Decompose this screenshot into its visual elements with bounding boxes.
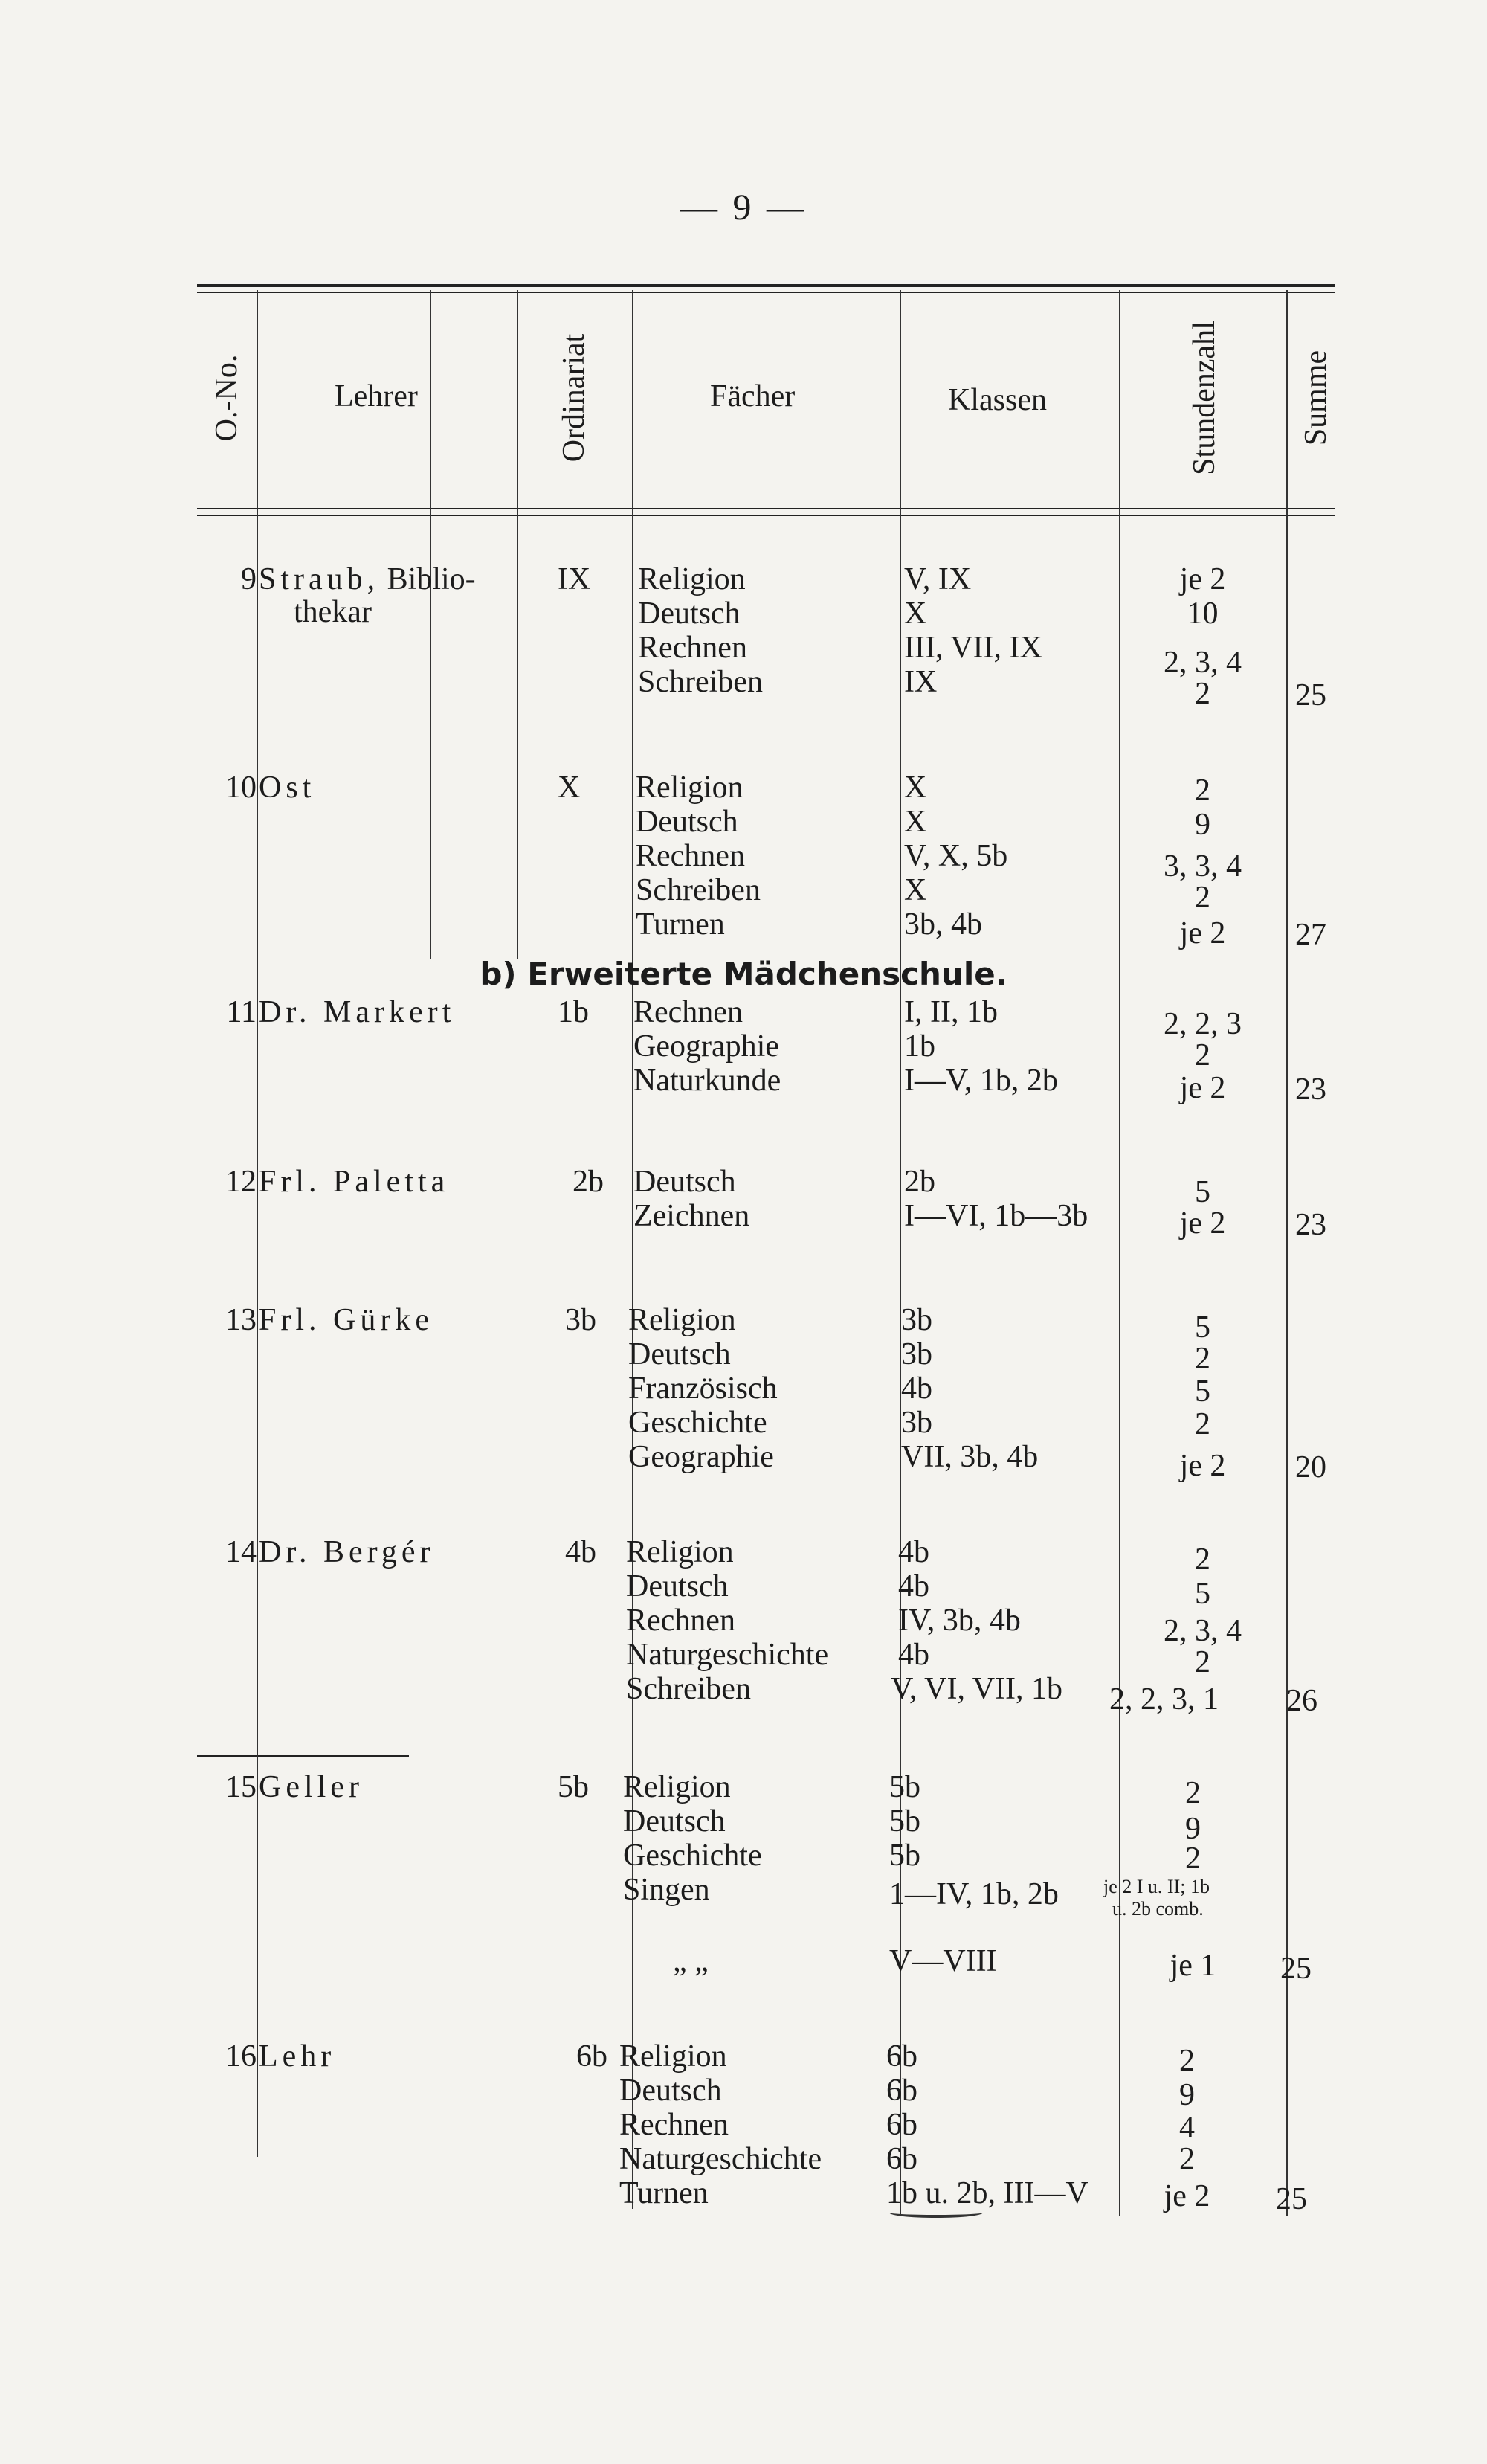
- subject: Naturkunde: [633, 1064, 781, 1098]
- ordinariat: 5b: [558, 1770, 589, 1804]
- col-divider-ord: [632, 290, 633, 2209]
- hours: je 2: [1179, 1206, 1226, 1241]
- teacher-number: 12: [225, 1165, 257, 1199]
- hours: 5: [1195, 1577, 1210, 1611]
- hours: je 1: [1170, 1949, 1216, 1983]
- col-divider-ord-a: [517, 290, 518, 959]
- hours: 2: [1179, 2142, 1195, 2176]
- hours: 10: [1187, 596, 1219, 631]
- teacher-number: 11: [226, 995, 257, 1029]
- classes: 1—IV, 1b, 2b: [889, 1877, 1059, 1911]
- hours: 2, 2, 3, 1: [1109, 1682, 1219, 1717]
- header-no: O.-No.: [210, 354, 244, 442]
- classes: 4b: [898, 1569, 929, 1603]
- subject: Turnen: [619, 2176, 709, 2210]
- teacher-number: 9: [241, 562, 257, 596]
- hours: 5: [1195, 1310, 1210, 1345]
- teacher-name: Geller: [259, 1770, 364, 1804]
- subject: Zeichnen: [633, 1199, 750, 1233]
- subject: Deutsch: [636, 805, 738, 839]
- subject: Religion: [636, 771, 744, 805]
- ordinariat: 3b: [565, 1303, 596, 1337]
- hours: 2: [1195, 1038, 1210, 1072]
- hours: 2, 2, 3: [1164, 1007, 1242, 1041]
- classes: I—V, 1b, 2b: [904, 1064, 1058, 1098]
- hours: 2: [1185, 1776, 1201, 1810]
- classes: V, IX: [904, 562, 972, 596]
- header-classes: Klassen: [948, 383, 1047, 417]
- classes: IV, 3b, 4b: [898, 1603, 1021, 1638]
- sum: 20: [1295, 1450, 1326, 1484]
- sum: 23: [1295, 1208, 1326, 1242]
- col-divider-no: [257, 290, 258, 2157]
- classes: X: [904, 805, 927, 839]
- sum: 26: [1286, 1684, 1317, 1718]
- teacher-number: 14: [225, 1535, 257, 1569]
- hours: 5: [1195, 1175, 1210, 1209]
- hours: 2, 3, 4: [1164, 646, 1242, 680]
- classes: 3b: [901, 1303, 932, 1337]
- hours: 2, 3, 4: [1164, 1614, 1242, 1648]
- subject: Religion: [638, 562, 746, 596]
- teacher-name: Straub,: [259, 562, 380, 596]
- top-rule-thin: [197, 292, 1335, 293]
- subject: Deutsch: [633, 1165, 736, 1199]
- teacher-name-extra: Biblio-: [387, 562, 476, 596]
- subject: „ „: [673, 1944, 709, 1978]
- header-teacher: Lehrer: [335, 379, 418, 414]
- classes: 3b: [901, 1406, 932, 1440]
- classes: X: [904, 771, 927, 805]
- hours: je 2: [1179, 916, 1226, 950]
- classes: V—VIII: [889, 1944, 997, 1978]
- hours: 9: [1179, 2078, 1195, 2112]
- classes: 3b, 4b: [904, 907, 982, 942]
- subject: Naturgeschichte: [626, 1638, 829, 1672]
- hours: 3, 3, 4: [1164, 849, 1242, 884]
- hours-note: je 2 I u. II; 1b: [1103, 1876, 1210, 1897]
- teacher-name: Frl. Paletta: [259, 1165, 450, 1199]
- subject: Naturgeschichte: [619, 2142, 822, 2176]
- subject: Rechnen: [626, 1603, 735, 1638]
- subject: Singen: [623, 1873, 710, 1907]
- section-rule: [197, 1755, 409, 1757]
- classes: 2b: [904, 1165, 935, 1199]
- col-divider-hours: [1286, 290, 1288, 2216]
- classes: 4b: [901, 1371, 932, 1406]
- classes: 5b: [889, 1804, 920, 1839]
- ordinariat: 1b: [558, 995, 589, 1029]
- classes: V, X, 5b: [904, 839, 1008, 873]
- subject: Schreiben: [626, 1672, 751, 1706]
- subject: Rechnen: [636, 839, 745, 873]
- teacher-number: 15: [225, 1770, 257, 1804]
- subject: Deutsch: [623, 1804, 726, 1839]
- hours: 2: [1185, 1841, 1201, 1876]
- sum: 25: [1276, 2182, 1307, 2216]
- teacher-name-line2: thekar: [294, 595, 372, 629]
- hours: je 2: [1179, 1449, 1226, 1483]
- sum: 25: [1295, 678, 1326, 712]
- hours: je 2: [1164, 2179, 1210, 2213]
- teacher-number: 13: [225, 1303, 257, 1337]
- teacher-number: 16: [225, 2039, 257, 2074]
- classes: III, VII, IX: [904, 631, 1042, 665]
- subject: Religion: [628, 1303, 736, 1337]
- top-rule: [197, 284, 1335, 287]
- classes: X: [904, 596, 927, 631]
- subject: Deutsch: [628, 1337, 731, 1371]
- subject: Deutsch: [619, 2074, 722, 2108]
- hours: 2: [1195, 1543, 1210, 1577]
- subject: Französisch: [628, 1371, 778, 1406]
- classes: 6b: [886, 2074, 917, 2108]
- header-sum: Summe: [1299, 350, 1333, 446]
- classes: V, VI, VII, 1b: [891, 1672, 1063, 1706]
- classes: 6b: [886, 2108, 917, 2142]
- subject: Rechnen: [619, 2108, 729, 2142]
- classes: I—VI, 1b—3b: [904, 1199, 1088, 1233]
- classes: IX: [904, 665, 938, 699]
- classes: X: [904, 873, 927, 907]
- classes: 4b: [898, 1638, 929, 1672]
- hours: je 2: [1179, 562, 1226, 596]
- col-divider-subjects: [900, 290, 901, 2216]
- hours: 2: [1195, 677, 1210, 711]
- ordinariat: 2b: [572, 1165, 604, 1199]
- subject: Religion: [626, 1535, 734, 1569]
- page-number: — 9 —: [680, 186, 807, 228]
- brace-mark: [889, 2207, 983, 2218]
- ordinariat: IX: [558, 562, 591, 596]
- classes: 1b u. 2b, III—V: [886, 2176, 1088, 2210]
- teacher-number: 10: [225, 771, 257, 805]
- classes: 5b: [889, 1839, 920, 1873]
- sum: 25: [1280, 1952, 1312, 1986]
- hours: 4: [1179, 2111, 1195, 2145]
- ordinariat: 6b: [576, 2039, 607, 2074]
- hours-note: u. 2b comb.: [1112, 1898, 1204, 1920]
- header-rule: [197, 508, 1335, 509]
- hours: 2: [1195, 1342, 1210, 1376]
- header-subjects: Fächer: [710, 379, 796, 414]
- subject: Geographie: [633, 1029, 779, 1064]
- hours: 2: [1195, 881, 1210, 915]
- header-ordinariat: Ordinariat: [557, 333, 591, 463]
- subject: Religion: [623, 1770, 731, 1804]
- hours: 2: [1195, 1645, 1210, 1679]
- hours: 2: [1179, 2044, 1195, 2078]
- subject: Schreiben: [638, 665, 763, 699]
- classes: 5b: [889, 1770, 920, 1804]
- ordinariat: X: [558, 771, 581, 805]
- hours: 2: [1195, 1407, 1210, 1441]
- header-rule-thin: [197, 515, 1335, 516]
- teacher-name: Dr. Bergér: [259, 1535, 435, 1569]
- classes: 1b: [904, 1029, 935, 1064]
- classes: VII, 3b, 4b: [901, 1440, 1039, 1474]
- teacher-name: Dr. Markert: [259, 995, 456, 1029]
- subject: Geschichte: [628, 1406, 767, 1440]
- hours: 5: [1195, 1374, 1210, 1409]
- hours: 9: [1185, 1812, 1201, 1846]
- subject: Religion: [619, 2039, 727, 2074]
- subject: Rechnen: [633, 995, 743, 1029]
- ordinariat: 4b: [565, 1535, 596, 1569]
- hours: 2: [1195, 773, 1210, 808]
- classes: 6b: [886, 2039, 917, 2074]
- subject: Deutsch: [626, 1569, 729, 1603]
- teacher-name: Frl. Gürke: [259, 1303, 433, 1337]
- classes: I, II, 1b: [904, 995, 998, 1029]
- header-hours: Stundenzahl: [1187, 321, 1222, 475]
- subject: Geographie: [628, 1440, 774, 1474]
- sum: 27: [1295, 918, 1326, 952]
- subject: Deutsch: [638, 596, 741, 631]
- subject: Turnen: [636, 907, 725, 942]
- classes: 3b: [901, 1337, 932, 1371]
- classes: 4b: [898, 1535, 929, 1569]
- teacher-name: Ost: [259, 771, 316, 805]
- section-heading: b) Erweiterte Mädchenschule.: [480, 956, 1007, 992]
- hours: 9: [1195, 808, 1210, 842]
- col-divider-teacher: [430, 290, 431, 959]
- hours: je 2: [1179, 1071, 1226, 1105]
- subject: Rechnen: [638, 631, 747, 665]
- classes: 6b: [886, 2142, 917, 2176]
- subject: Schreiben: [636, 873, 761, 907]
- subject: Geschichte: [623, 1839, 762, 1873]
- teacher-name: Lehr: [259, 2039, 336, 2074]
- sum: 23: [1295, 1072, 1326, 1107]
